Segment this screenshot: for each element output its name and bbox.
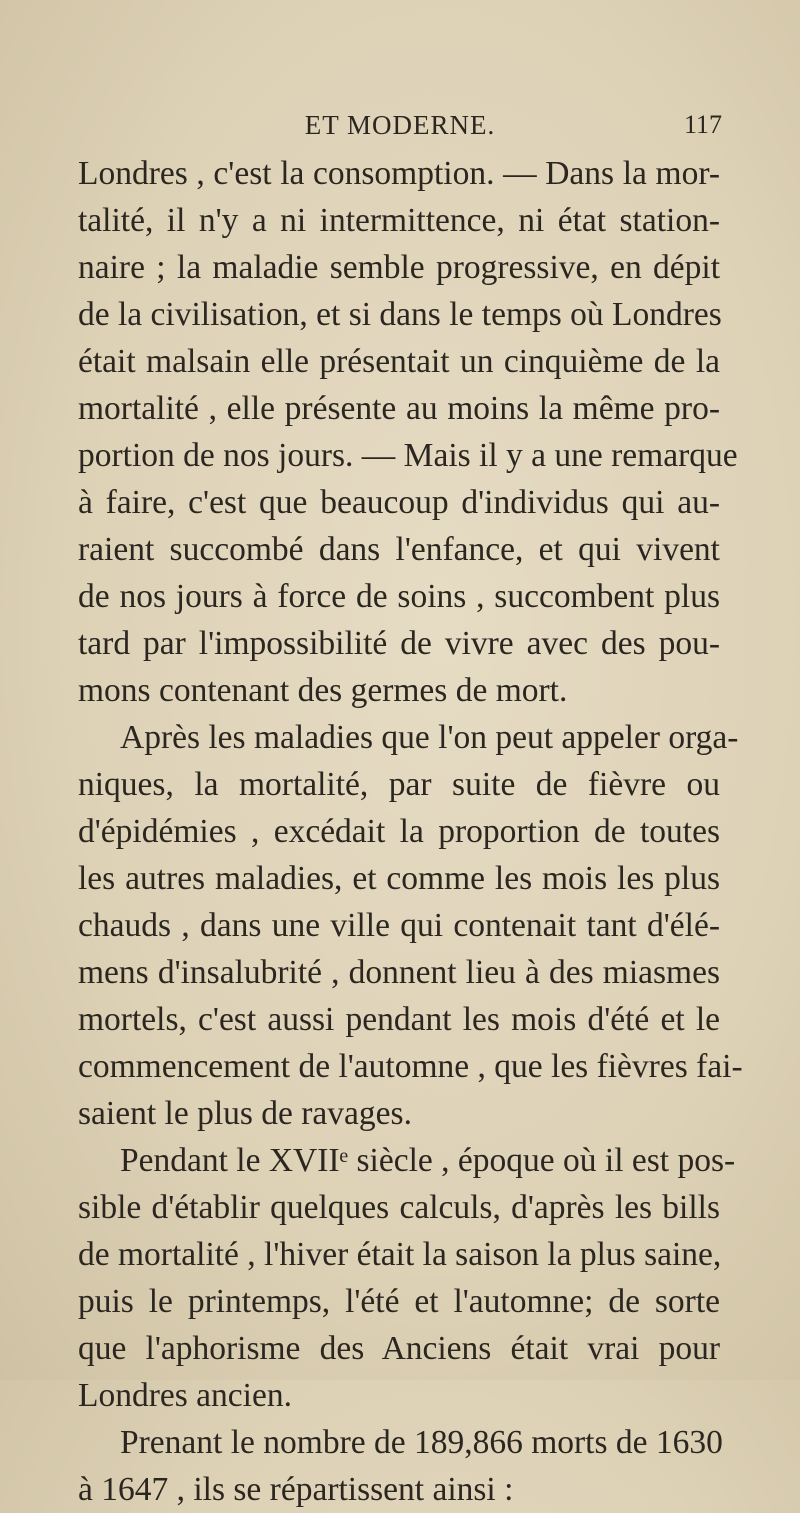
text-line: de nos jours à force de soins , succombent plus	[78, 578, 720, 615]
text-line: Londres ancien.	[78, 1377, 292, 1414]
text-line: raient succombé dans l'enfance, et qui vivent	[78, 531, 720, 568]
text-line: que l'aphorisme des Anciens était vrai pour	[78, 1330, 720, 1367]
text-line: tard par l'impossibilité de vivre avec des pou-	[78, 625, 720, 662]
text-line: Après les maladies que l'on peut appeler orga-	[120, 719, 739, 756]
text-line: mens d'insalubrité , donnent lieu à des miasmes	[78, 954, 720, 991]
text-line: mortalité , elle présente au moins la même pro-	[78, 390, 720, 427]
text-line: portion de nos jours. — Mais il y a une remarque	[78, 437, 738, 474]
page-header	[0, 110, 800, 150]
text-line: de mortalité , l'hiver était la saison la plus saine,	[78, 1236, 722, 1273]
text-line: Pendant le XVIIᵉ siècle , époque où il est pos-	[120, 1142, 736, 1179]
page-number: 117	[683, 110, 722, 139]
text-line: saient le plus de ravages.	[78, 1095, 412, 1132]
text-line: puis le printemps, l'été et l'automne; de sorte	[78, 1283, 720, 1320]
text-line: Prenant le nombre de 189,866 morts de 1630	[120, 1424, 723, 1461]
paragraph-2	[78, 714, 743, 1137]
running-head: ET MODERNE.	[304, 110, 496, 140]
text-line: chauds , dans une ville qui contenait tant d'élé-	[78, 907, 720, 944]
text-line: les autres maladies, et comme les mois les plus	[78, 860, 720, 897]
text-line: à faire, c'est que beaucoup d'individus qui au-	[78, 484, 720, 521]
paragraph-1	[78, 150, 738, 714]
text-line: était malsain elle présentait un cinquième de la	[78, 343, 720, 380]
text-line: niques, la mortalité, par suite de fièvre ou	[78, 766, 720, 803]
text-line: Londres , c'est la consomption. — Dans la mor-	[78, 155, 720, 192]
paragraph-4	[78, 1419, 723, 1513]
body-text	[78, 150, 743, 1513]
text-line: naire ; la maladie semble progressive, en dépit	[78, 249, 720, 286]
text-line: mortels, c'est aussi pendant les mois d'été et le	[78, 1001, 720, 1038]
paragraph-3	[78, 1137, 736, 1419]
text-line: talité, il n'y a ni intermittence, ni état station-	[78, 202, 720, 239]
text-line: mons contenant des germes de mort.	[78, 672, 568, 709]
text-line: à 1647 , ils se répartissent ainsi :	[78, 1471, 514, 1508]
text-line: sible d'établir quelques calculs, d'après les bills	[78, 1189, 720, 1226]
text-line: commencement de l'automne , que les fièvres fai-	[78, 1048, 743, 1085]
text-line: de la civilisation, et si dans le temps où Londres	[78, 296, 722, 333]
text-line: d'épidémies , excédait la proportion de toutes	[78, 813, 720, 850]
